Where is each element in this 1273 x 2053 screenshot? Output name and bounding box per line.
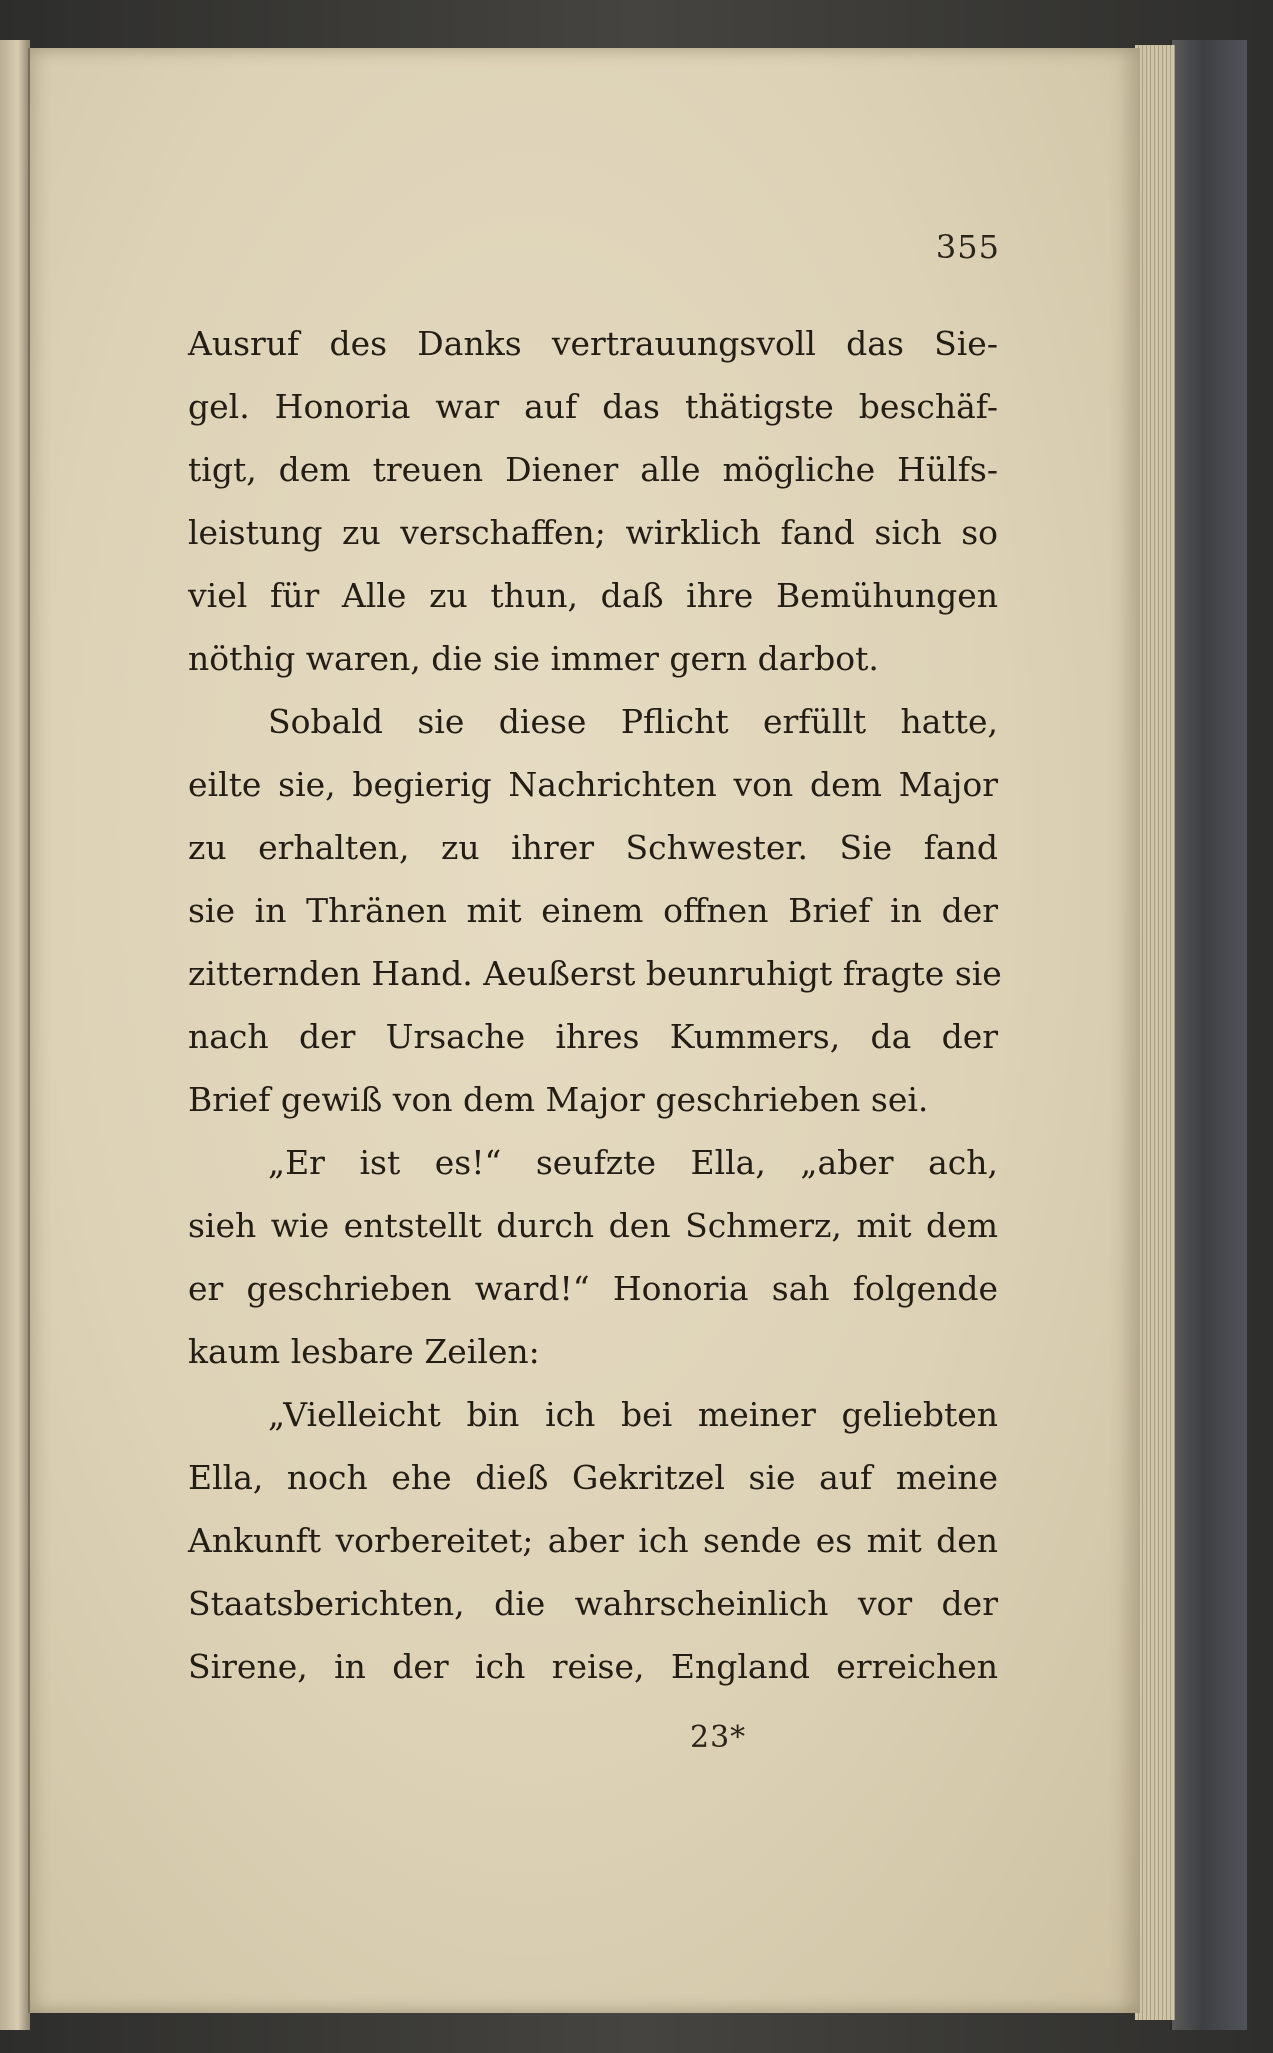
facing-page-edge xyxy=(0,40,30,2030)
text-line: „Er ist es!“ seufzte Ella, „aber ach, xyxy=(268,1143,998,1182)
text-line: Sobald sie diese Pflicht erfüllt hatte, xyxy=(268,702,998,741)
text-line: Staatsberichten, die wahrscheinlich vor der xyxy=(188,1584,998,1623)
text-line: zu erhalten, zu ihrer Schwester. Sie fand xyxy=(188,828,998,867)
page-stack-edge xyxy=(1135,45,1175,2020)
page-number: 355 xyxy=(935,228,1000,266)
text-line: gel. Honoria war auf das thätigste beschäf- xyxy=(188,387,998,426)
text-line: er geschrieben ward!“ Honoria sah folgende xyxy=(188,1269,998,1308)
text-line: zitternden Hand. Aeußerst beunruhigt fragte sie xyxy=(188,954,1002,993)
text-line: Brief gewiß von dem Major geschrieben sei. xyxy=(188,1080,929,1119)
text-line: Ankunft vorbereitet; aber ich sende es mit den xyxy=(188,1521,998,1560)
text-line: sie in Thränen mit einem offnen Brief in der xyxy=(188,891,998,930)
signature-mark: 23* xyxy=(690,1720,747,1755)
text-line: nach der Ursache ihres Kummers, da der xyxy=(188,1017,998,1056)
body-text xyxy=(188,312,1002,1698)
text-line: „Vielleicht bin ich bei meiner geliebten xyxy=(268,1395,998,1434)
text-line: viel für Alle zu thun, daß ihre Bemühungen xyxy=(188,576,998,615)
text-line: Ausruf des Danks vertrauungsvoll das Sie- xyxy=(188,324,998,363)
text-line: sieh wie entstellt durch den Schmerz, mit dem xyxy=(188,1206,998,1245)
text-line: Sirene, in der ich reise, England erreichen xyxy=(188,1647,998,1686)
text-line: tigt, dem treuen Diener alle mögliche Hülfs- xyxy=(188,450,998,489)
text-line: leistung zu verschaffen; wirklich fand sich so xyxy=(188,513,998,552)
text-line: Ella, noch ehe dieß Gekritzel sie auf meine xyxy=(188,1458,998,1497)
text-line: eilte sie, begierig Nachrichten von dem Major xyxy=(188,765,998,804)
book-cover-edge xyxy=(1170,40,1247,2030)
gutter-line xyxy=(28,48,30,2013)
text-line: nöthig waren, die sie immer gern darbot. xyxy=(188,639,879,678)
text-line: kaum lesbare Zeilen: xyxy=(188,1332,540,1371)
